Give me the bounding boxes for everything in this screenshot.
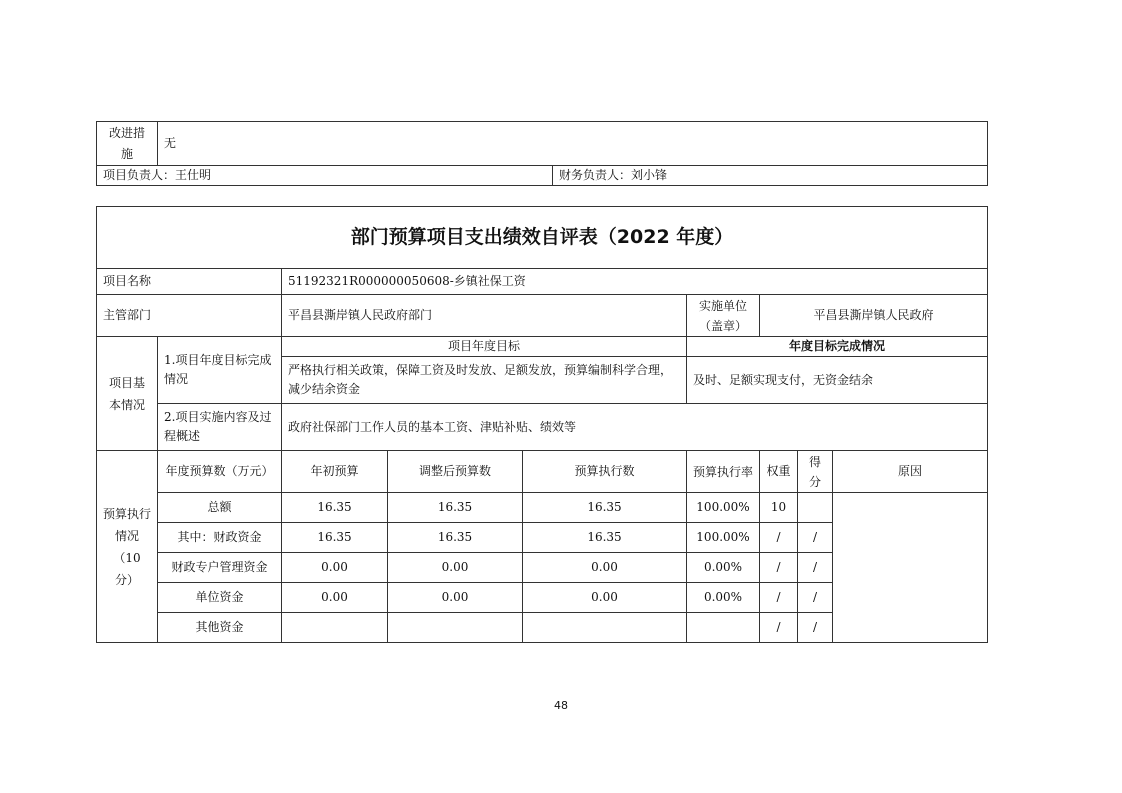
finance-leader: 财务负责人：刘小锋 bbox=[553, 166, 988, 186]
row-adjusted: 16.35 bbox=[388, 523, 523, 553]
row-score bbox=[798, 493, 833, 523]
row-initial: 16.35 bbox=[282, 493, 388, 523]
goal-completion-label: 1.项目年度目标完成情况 bbox=[158, 337, 282, 404]
row-weight: / bbox=[760, 523, 798, 553]
row-weight: / bbox=[760, 613, 798, 643]
table-row bbox=[97, 493, 988, 523]
row-executed: 16.35 bbox=[523, 493, 687, 523]
reason-cell bbox=[833, 493, 988, 643]
project-name-value: 51192321R000000050608-乡镇社保工资 bbox=[282, 269, 988, 295]
impl-unit-label: 实施单位（盖章） bbox=[687, 295, 760, 337]
row-rate: 0.00% bbox=[687, 553, 760, 583]
row-executed bbox=[523, 613, 687, 643]
row-adjusted: 0.00 bbox=[388, 553, 523, 583]
row-weight: / bbox=[760, 553, 798, 583]
dept-label: 主管部门 bbox=[97, 295, 282, 337]
row-executed: 0.00 bbox=[523, 583, 687, 613]
budget-header: 年度预算数（万元） bbox=[158, 451, 282, 493]
budget-header: 预算执行率 bbox=[687, 451, 760, 493]
table-title: 部门预算项目支出绩效自评表（2022 年度） bbox=[97, 207, 988, 269]
row-score: / bbox=[798, 583, 833, 613]
improvement-value: 无 bbox=[158, 122, 988, 166]
content-text: 政府社保部门工作人员的基本工资、津贴补贴、绩效等 bbox=[282, 404, 988, 451]
row-name: 总额 bbox=[158, 493, 282, 523]
budget-header: 预算执行数 bbox=[523, 451, 687, 493]
row-adjusted: 0.00 bbox=[388, 583, 523, 613]
project-name-label: 项目名称 bbox=[97, 269, 282, 295]
row-name: 单位资金 bbox=[158, 583, 282, 613]
budget-header: 调整后预算数 bbox=[388, 451, 523, 493]
improvement-label: 改进措施 bbox=[97, 122, 158, 166]
row-initial: 0.00 bbox=[282, 553, 388, 583]
content-label: 2.项目实施内容及过程概述 bbox=[158, 404, 282, 451]
page-number: 48 bbox=[554, 699, 568, 712]
budget-header: 年初预算 bbox=[282, 451, 388, 493]
performance-table bbox=[96, 206, 988, 643]
row-initial bbox=[282, 613, 388, 643]
row-rate bbox=[687, 613, 760, 643]
annual-goal-text: 严格执行相关政策，保障工资及时发放、足额发放，预算编制科学合理，减少结余资金 bbox=[282, 357, 687, 404]
goal-status-text: 及时、足额实现支付，无资金结余 bbox=[687, 357, 988, 404]
row-rate: 0.00% bbox=[687, 583, 760, 613]
budget-header: 得分 bbox=[798, 451, 833, 493]
goal-status-header: 年度目标完成情况 bbox=[687, 337, 988, 357]
improvement-table bbox=[96, 121, 988, 186]
row-rate: 100.00% bbox=[687, 493, 760, 523]
row-name: 财政专户管理资金 bbox=[158, 553, 282, 583]
row-name: 其中：财政资金 bbox=[158, 523, 282, 553]
row-adjusted bbox=[388, 613, 523, 643]
impl-unit-value: 平昌县澌岸镇人民政府 bbox=[760, 295, 988, 337]
row-score: / bbox=[798, 553, 833, 583]
row-rate: 100.00% bbox=[687, 523, 760, 553]
row-executed: 0.00 bbox=[523, 553, 687, 583]
project-leader: 项目负责人：王仕明 bbox=[97, 166, 553, 186]
row-executed: 16.35 bbox=[523, 523, 687, 553]
budget-exec-label: 预算执行情况（10 分） bbox=[97, 451, 158, 643]
budget-header: 原因 bbox=[833, 451, 988, 493]
row-weight: / bbox=[760, 583, 798, 613]
basic-info-label: 项目基本情况 bbox=[97, 337, 158, 451]
annual-goal-header: 项目年度目标 bbox=[282, 337, 687, 357]
dept-value: 平昌县澌岸镇人民政府部门 bbox=[282, 295, 687, 337]
budget-header: 权重 bbox=[760, 451, 798, 493]
row-initial: 16.35 bbox=[282, 523, 388, 553]
row-weight: 10 bbox=[760, 493, 798, 523]
row-initial: 0.00 bbox=[282, 583, 388, 613]
row-score: / bbox=[798, 613, 833, 643]
row-adjusted: 16.35 bbox=[388, 493, 523, 523]
row-score: / bbox=[798, 523, 833, 553]
row-name: 其他资金 bbox=[158, 613, 282, 643]
